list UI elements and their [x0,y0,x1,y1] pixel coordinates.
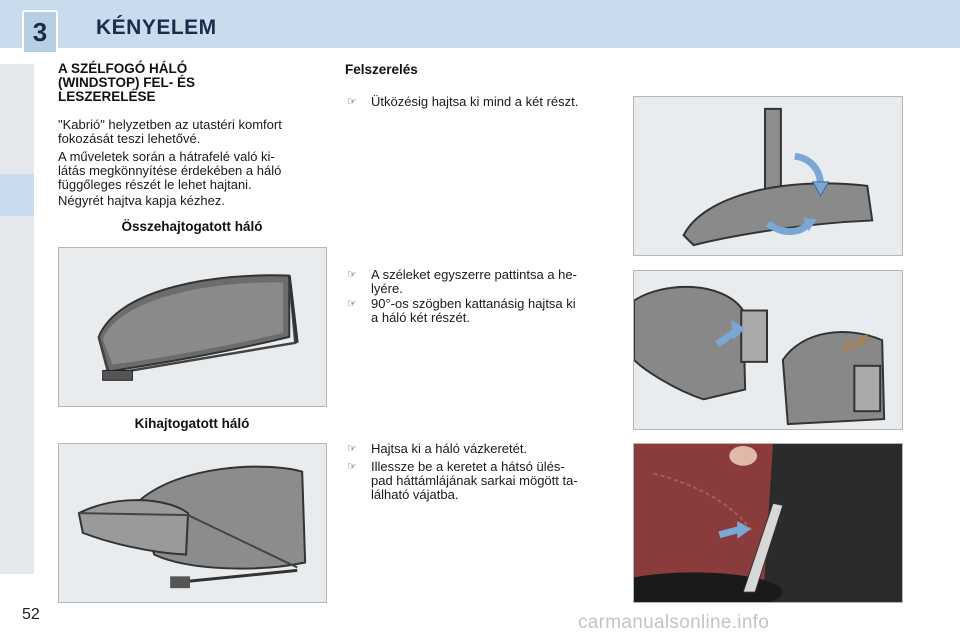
side-strip [0,64,34,574]
pointing-hand-icon: ☞ [347,443,357,455]
unfolded-net-title: Kihajtogatott háló [134,416,250,431]
pointing-hand-icon: ☞ [347,96,357,108]
section-heading: A SZÉLFOGÓ HÁLÓ (WINDSTOP) FEL- ÉS LESZERELÉSE [58,61,195,104]
seat-slot-figure [633,443,903,603]
watermark: carmanualsonline.info [578,612,770,633]
page-number: 52 [22,606,40,623]
installation-heading: Felszerelés [345,62,418,77]
chapter-number-badge: 3 [22,10,58,54]
step-2-instruction-b: ☞ 90°-os szögben kattanásig hajtsa ki a háló két részét. [347,296,576,325]
chapter-title: KÉNYELEM [96,16,217,39]
step-1-instruction: ☞ Ütközésig hajtsa ki mind a két részt. [347,94,579,109]
step-2-instruction-a: ☞ A széleket egyszerre pattintsa a he- lyére. [347,267,577,296]
pointing-hand-icon: ☞ [347,298,357,310]
side-tab-marker [0,174,34,216]
intro-paragraph: "Kabrió" helyzetben az utastéri komfort fokozását teszi lehetővé. [58,117,282,146]
step-3-instruction-b: ☞ Illessze be a keretet a hátsó ülés- pad háttámlájának sarkai mögött ta- lálható vájatba. [347,459,578,502]
operation-paragraph: A műveletek során a hátrafelé való ki- látás megkönnyítése érdekében a háló függőleges részét le lehet hajtani. [58,149,282,192]
click-step-figure [633,270,903,430]
folded-net-figure [58,247,327,407]
unfolded-net-figure [58,443,327,603]
step-3-instruction-a: ☞ Hajtsa ki a háló vázkeretét. [347,441,528,456]
delivery-note: Négyrét hajtva kapja kézhez. [58,193,225,208]
pointing-hand-icon: ☞ [347,269,357,281]
pointing-hand-icon: ☞ [347,461,357,473]
click-sound-label: CLIC [840,331,872,355]
folded-net-title: Összehajtogatott háló [121,219,263,234]
unfold-step-figure [633,96,903,256]
